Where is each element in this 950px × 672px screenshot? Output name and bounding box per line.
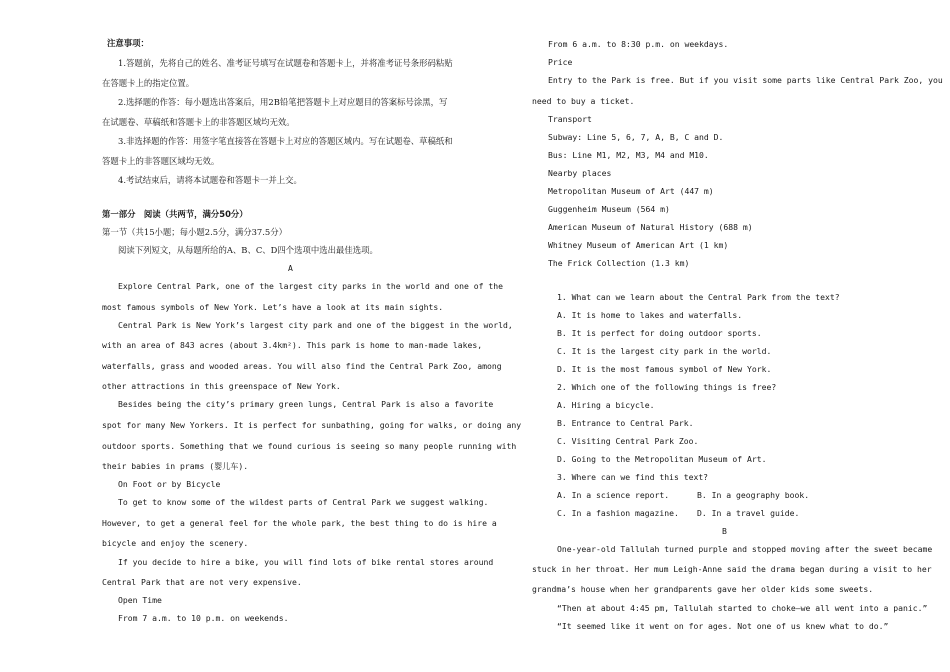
passage-line: Entry to the Park is free. But if you visit some parts like Central Park Zoo, you	[548, 75, 943, 85]
passage-line: with an area of 843 acres (about 3.4km²). This park is home to man-made lakes,	[102, 340, 483, 350]
passage-line: American Museum of Natural History (688 m)	[548, 222, 753, 232]
passage-subheading: Open Time	[118, 595, 162, 605]
passage-line: Central Park that are not very expensive.	[102, 577, 302, 587]
notice-line: 在答题卡上的指定位置。	[102, 78, 195, 88]
passage-line: Explore Central Park, one of the largest city parks in the world and one of the	[118, 281, 503, 291]
notice-title: 注意事项：	[107, 38, 149, 48]
answer-option: B. Entrance to Central Park.	[557, 418, 694, 428]
answer-option: B. It is perfect for doing outdoor sports.	[557, 328, 762, 338]
notice-line: 答题卡上的非答题区域均无效。	[102, 156, 220, 166]
passage-line: Central Park is New York’s largest city park and one of the biggest in the world,	[118, 320, 513, 330]
passage-b-label: B	[722, 526, 727, 536]
answer-option: B. In a geography book.	[697, 490, 810, 500]
passage-line: Subway: Line 5, 6, 7, A, B, C and D.	[548, 132, 724, 142]
passage-a-label: A	[288, 263, 293, 273]
passage-line: spot for many New Yorkers. It is perfect for sunbathing, going for walks, or doing any	[102, 420, 522, 430]
passage-line: bicycle and enjoy the scenery.	[102, 538, 249, 548]
passage-line: From 6 a.m. to 8:30 p.m. on weekdays.	[548, 39, 729, 49]
passage-line: stuck in her throat. Her mum Leigh-Anne said the drama began during a visit to her	[532, 564, 932, 574]
answer-option: D. In a travel guide.	[697, 508, 800, 518]
passage-line: their babies in prams (婴儿车).	[102, 461, 249, 471]
passage-line: Metropolitan Museum of Art (447 m)	[548, 186, 714, 196]
answer-option: A. It is home to lakes and waterfalls.	[557, 310, 743, 320]
passage-line: Besides being the city’s primary green lungs, Central Park is also a favorite	[118, 399, 494, 409]
question-stem: 2. Which one of the following things is free?	[557, 382, 777, 392]
notice-line: 在试题卷、草稿纸和答题卡上的非答题区域均无效。	[102, 117, 295, 127]
passage-subheading: Nearby places	[548, 168, 612, 178]
answer-option: D. It is the most famous symbol of New York.	[557, 364, 772, 374]
notice-line: 2.选择题的作答：每小题选出答案后，用2B铅笔把答题卡上对应题目的答案标号涂黑，写	[118, 97, 448, 107]
passage-line: Whitney Museum of American Art (1 km)	[548, 240, 729, 250]
section-title: 第一部分 阅读（共两节，满分50分）	[102, 209, 248, 219]
answer-option: C. Visiting Central Park Zoo.	[557, 436, 699, 446]
passage-line: most famous symbols of New York. Let’s have a look at its main sights.	[102, 302, 444, 312]
passage-line: If you decide to hire a bike, you will find lots of bike rental stores around	[118, 557, 494, 567]
passage-subheading: On Foot or by Bicycle	[118, 479, 221, 489]
passage-line: Guggenheim Museum (564 m)	[548, 204, 670, 214]
notice-line: 4.考试结束后，请将本试题卷和答题卡一并上交。	[118, 175, 302, 185]
answer-option: C. It is the largest city park in the world.	[557, 346, 772, 356]
section-instruction: 阅读下列短文，从每题所给的A、B、C、D四个选项中选出最佳选项。	[118, 245, 378, 255]
passage-line: To get to know some of the wildest parts of Central Park we suggest walking.	[118, 497, 489, 507]
answer-option: D. Going to the Metropolitan Museum of Art.	[557, 454, 767, 464]
question-stem: 1. What can we learn about the Central Park from the text?	[557, 292, 840, 302]
answer-option: C. In a fashion magazine.	[557, 508, 679, 518]
question-stem: 3. Where can we find this text?	[557, 472, 709, 482]
passage-line: From 7 a.m. to 10 p.m. on weekends.	[118, 613, 289, 623]
passage-line: need to buy a ticket.	[532, 96, 635, 106]
passage-line: However, to get a general feel for the whole park, the best thing to do is hire a	[102, 518, 497, 528]
passage-line: outdoor sports. Something that we found curious is seeing so many people running with	[102, 441, 517, 451]
passage-line: other attractions in this greenspace of New York.	[102, 381, 341, 391]
passage-line: “It seemed like it went on for ages. Not one of us knew what to do.”	[557, 621, 889, 631]
passage-subheading: Price	[548, 57, 573, 67]
passage-line: grandma’s house when her grandparents gave her older kids some sweets.	[532, 584, 874, 594]
passage-subheading: Transport	[548, 114, 592, 124]
answer-option: A. Hiring a bicycle.	[557, 400, 655, 410]
notice-line: 3.非选择题的作答：用签字笔直接答在答题卡上对应的答题区域内。写在试题卷、草稿纸和	[118, 136, 453, 146]
notice-line: 1.答题前，先将自己的姓名、准考证号填写在试题卷和答题卡上，并将准考证号条形码粘贴	[118, 58, 453, 68]
passage-line: “Then at about 4:45 pm, Tallulah started to choke—we all went into a panic.”	[557, 603, 928, 613]
passage-line: One-year-old Tallulah turned purple and stopped moving after the sweet became	[557, 544, 933, 554]
passage-line: Bus: Line M1, M2, M3, M4 and M10.	[548, 150, 709, 160]
passage-line: waterfalls, grass and wooded areas. You will also find the Central Park Zoo, among	[102, 361, 502, 371]
section-subtitle: 第一节（共15小题；每小题2.5分，满分37.5分）	[102, 227, 287, 237]
passage-line: The Frick Collection (1.3 km)	[548, 258, 690, 268]
answer-option: A. In a science report.	[557, 490, 670, 500]
